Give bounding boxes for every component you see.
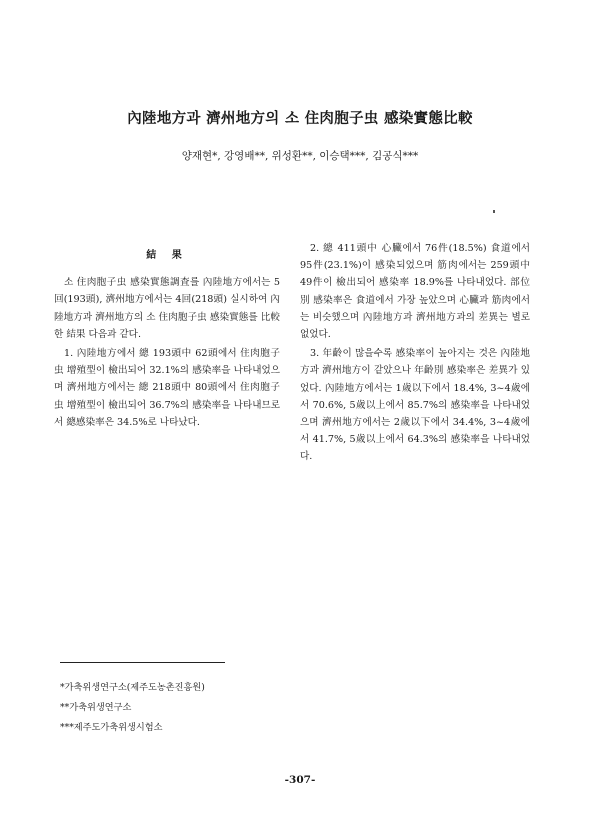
scan-speck <box>493 210 495 213</box>
results-item-1: 1. 內陸地方에서 總 193頭中 62頭에서 住肉胞子虫 增殖型이 檢出되어 32.1%의 感染率을 나타내었으며 濟州地方에서는 總 218頭中 80頭에서 住肉胞子虫 增殖型이 檢出되어 36.7%의 感染率을 나타내므로서 總感染率은 34.5%로 나타났다. <box>54 348 280 428</box>
footnotes <box>60 678 205 738</box>
footnote-divider <box>60 662 225 663</box>
left-column <box>54 247 280 433</box>
results-item-3: 3. 年齡이 많을수록 感染率이 높아지는 것은 內陸地方과 濟州地方이 같았으나 年齡別 感染率은 差異가 있었다. 內陸地方에서는 1歲以下에서 18.4%, 3~4歲에서 70.6%, 5歲以上에서 85.7%의 感染率을 나타내었으며 濟州地方에서는 2歲以下에서 34.4%, 3~4歲에서 41.7%, 5歲以上에서 64.3%의 感染率을 나타내었다. <box>300 348 530 463</box>
results-heading: 結 果 <box>146 250 188 261</box>
footnote-3: ***제주도가축위생시험소 <box>60 722 163 733</box>
results-intro-paragraph: 소 住肉胞子虫 感染實態調査를 內陸地方에서는 5回(193頭), 濟州地方에서는 4回(218頭) 실시하여 內陸地方과 濟州地方의 소 住肉胞子虫 感染實態를 比較한 結果 다음과 같다. <box>54 277 280 340</box>
footnote-2: **가축위생연구소 <box>60 702 132 713</box>
results-item-2: 2. 總 411頭中 心臟에서 76件(18.5%) 食道에서 95件(23.1%)이 感染되었으며 筋肉에서는 259頭中 49件이 檢出되어 感染率 18.9%를 나타내었다. 部位別 感染率은 食道에서 가장 높았으며 心臟과 筋肉에서는 비슷했으며 內陸地方과 濟州地方과의 差異는 별로 없었다. <box>300 243 530 341</box>
right-column <box>300 240 530 468</box>
author-list: 양재현*, 강영배**, 위성환**, 이승택***, 김공식*** <box>181 150 419 162</box>
footnote-1: *가축위생연구소(제주도농촌진흥원) <box>60 682 205 693</box>
paper-title: 內陸地方과 濟州地方의 소 住肉胞子虫 感染實態比較 <box>127 110 473 127</box>
page-number: -307- <box>284 774 316 786</box>
